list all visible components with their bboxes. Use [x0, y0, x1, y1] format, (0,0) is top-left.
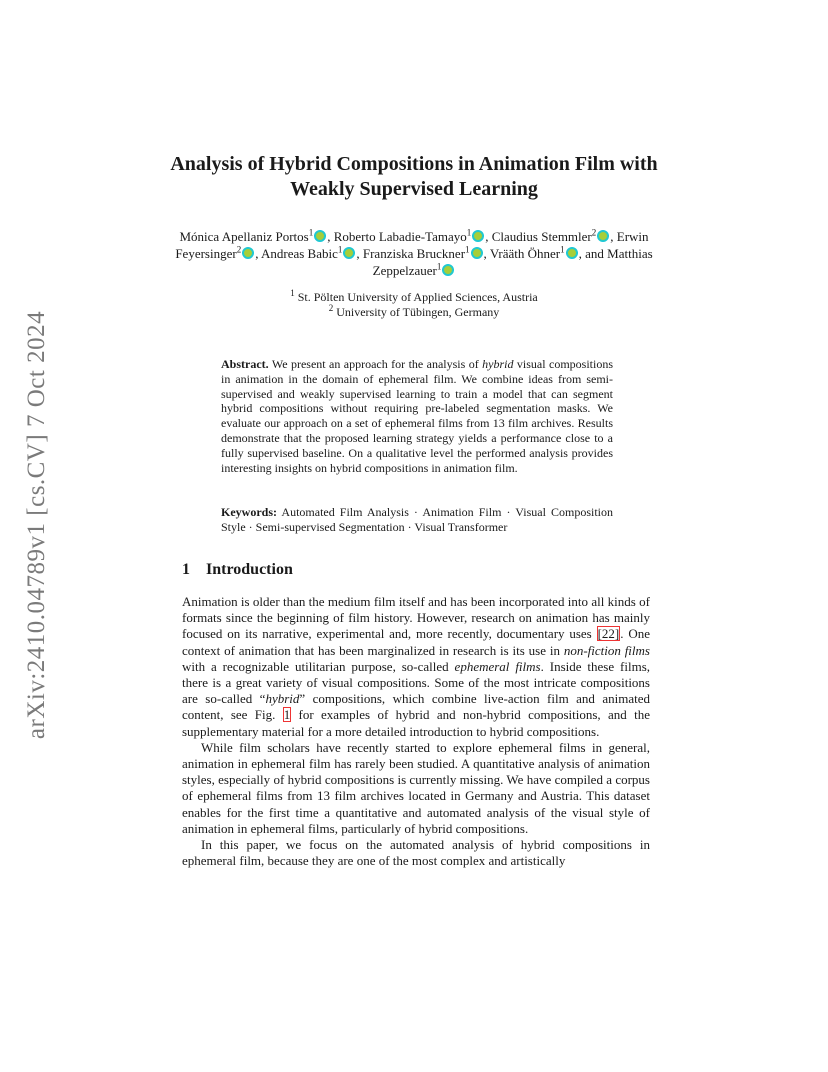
paragraph: In this paper, we focus on the automated analysis of hybrid compositions in ephemeral film, because they are one of the most complex and artistically: [182, 837, 650, 869]
orcid-icon[interactable]: [242, 247, 254, 259]
orcid-icon[interactable]: [566, 247, 578, 259]
affiliations: [200, 290, 628, 320]
paper-title: Analysis of Hybrid Compositions in Animation Film with Weakly Supervised Learning: [170, 153, 658, 200]
orcid-icon[interactable]: [471, 247, 483, 259]
author: Vrääth Öhner$^1$ , and: [489, 244, 608, 261]
orcid-icon[interactable]: [597, 230, 609, 242]
author: Mónica Apellaniz Portos$^1$ ,: [179, 227, 334, 244]
citation-link[interactable]: [22]: [597, 626, 620, 642]
affiliation: $^1$ St. Pölten University of Applied Sciences, Austria: [290, 288, 538, 304]
orcid-icon[interactable]: [343, 247, 355, 259]
author-list: [160, 228, 668, 279]
abstract-label: Abstract.: [221, 357, 269, 371]
arxiv-identifier: arXiv:2410.04789v1 [cs.CV] 7 Oct 2024: [23, 310, 50, 740]
keywords: Keywords: Automated Film Analysis · Animation Film · Visual Composition Style · Semi-supervised Segmentation · Visual Transformer: [221, 505, 613, 534]
affiliation: $^2$ University of Tübingen, Germany: [328, 303, 500, 319]
author: Matthias Zeppelzauer$^1$: [372, 246, 653, 278]
abstract: Abstract. We present an approach for the analysis of hybrid visual compositions in animation in the domain of ephemeral film. We combine ideas from semi-supervised and weakly supervised learning to train a model that can segment hybrid compositions without requiring pre-labeled segmentation masks. We evaluate our approach on a set of ephemeral films from 13 film archives. Results demonstrate that the proposed learning strategy yields a performance close to a fully supervised baseline. On a qualitative level the performed analysis provides interesting insights on hybrid compositions in animation film.: [221, 357, 613, 475]
orcid-icon[interactable]: [442, 264, 454, 276]
figure-link[interactable]: 1: [283, 707, 291, 723]
author: Claudius Stemmler$^2$ ,: [491, 227, 617, 244]
keywords-label: Keywords:: [221, 505, 277, 519]
section-heading: 1 Introduction: [182, 561, 293, 578]
author: Andreas Babic$^1$ ,: [260, 244, 363, 261]
paragraph: Animation is older than the medium film itself and has been incorporated into all kinds of formats since the beginning of film history. However, research on animation has mainly focused on its narrative, experimental and, more recently, documentary uses [22]. One context of animation that has been marginalized in research is its use in non-fiction films with a recognizable utilitarian purpose, so-called ephemeral films. Inside these films, there is a great variety of visual compositions. Some of the most intricate compositions are so-called “hybrid” compositions, which combine live-action film and animated content, see Fig. 1 for examples of hybrid and non-hybrid compositions, and the supplementary material for a more detailed introduction to hybrid compositions.: [182, 594, 651, 739]
introduction-body: [182, 594, 650, 869]
author: Erwin Feyersinger$^2$ ,: [175, 229, 649, 261]
orcid-icon[interactable]: [314, 230, 326, 242]
author: Roberto Labadie-Tamayo$^1$ ,: [333, 227, 492, 244]
author: Franziska Bruckner$^1$ ,: [362, 244, 490, 261]
orcid-icon[interactable]: [472, 230, 484, 242]
paragraph: While film scholars have recently started to explore ephemeral films in general, animation in ephemeral film has rarely been studied. A quantitative analysis of animation styles, especially of hybrid compositions is currently missing. We have compiled a corpus of ephemeral films from 13 film archives located in Germany and Austria. This dataset enables for the first time a quantitative and automated analysis of the visual style of animation in ephemeral films, particularly of hybrid compositions.: [182, 739, 650, 836]
arxiv-sidebar: [10, 290, 64, 760]
